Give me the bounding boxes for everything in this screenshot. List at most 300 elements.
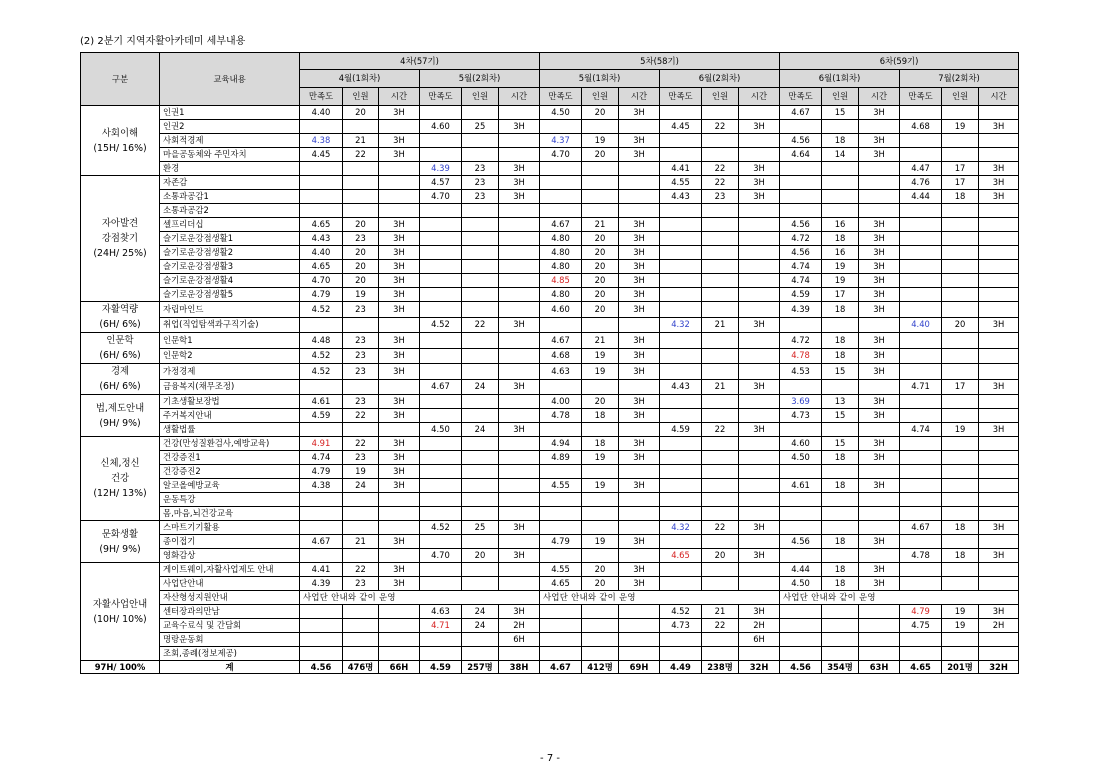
table-row bbox=[81, 204, 1019, 218]
value-cell bbox=[822, 162, 859, 176]
value-cell bbox=[540, 379, 582, 395]
value-cell bbox=[499, 577, 540, 591]
header-people: 인원 bbox=[822, 88, 859, 106]
value-cell: 22 bbox=[343, 563, 379, 577]
value-cell: 15 bbox=[822, 106, 859, 120]
value-cell: 3H bbox=[979, 549, 1019, 563]
value-cell bbox=[942, 409, 979, 423]
value-cell bbox=[300, 507, 343, 521]
value-cell: 3H bbox=[859, 148, 900, 162]
value-cell: 19 bbox=[822, 260, 859, 274]
value-cell: 3H bbox=[379, 246, 420, 260]
header-people: 인원 bbox=[582, 88, 619, 106]
value-cell bbox=[900, 106, 942, 120]
category-cell: 자활역량 (6H/ 6%) bbox=[81, 302, 160, 333]
content-cell: 인문학1 bbox=[160, 333, 300, 349]
value-cell bbox=[462, 535, 499, 549]
value-cell bbox=[979, 274, 1019, 288]
value-cell bbox=[582, 549, 619, 563]
value-cell: 3H bbox=[979, 521, 1019, 535]
value-cell bbox=[499, 409, 540, 423]
value-cell bbox=[379, 120, 420, 134]
value-cell bbox=[900, 246, 942, 260]
value-cell bbox=[619, 493, 660, 507]
value-cell: 17 bbox=[822, 288, 859, 302]
content-cell: 슬기로운강점생활3 bbox=[160, 260, 300, 274]
value-cell bbox=[343, 379, 379, 395]
value-cell bbox=[979, 479, 1019, 493]
value-cell bbox=[462, 333, 499, 349]
value-cell: 3H bbox=[619, 577, 660, 591]
value-cell bbox=[499, 535, 540, 549]
value-cell bbox=[420, 563, 462, 577]
value-cell bbox=[462, 260, 499, 274]
value-cell bbox=[660, 493, 702, 507]
value-cell: 20 bbox=[343, 274, 379, 288]
total-value-cell: 201명 bbox=[942, 661, 979, 674]
value-cell bbox=[499, 563, 540, 577]
value-cell: 19 bbox=[343, 288, 379, 302]
value-cell bbox=[660, 451, 702, 465]
total-value-cell: 66H bbox=[379, 661, 420, 674]
value-cell bbox=[942, 246, 979, 260]
value-cell bbox=[462, 302, 499, 318]
value-cell: 21 bbox=[702, 317, 739, 333]
value-cell: 3H bbox=[379, 302, 420, 318]
value-cell: 4.56 bbox=[780, 535, 822, 549]
value-cell: 4.75 bbox=[900, 619, 942, 633]
content-cell: 소통과공감1 bbox=[160, 190, 300, 204]
value-cell bbox=[739, 409, 780, 423]
value-cell bbox=[942, 451, 979, 465]
value-cell bbox=[499, 288, 540, 302]
value-cell bbox=[462, 218, 499, 232]
value-cell bbox=[780, 521, 822, 535]
content-cell: 슬기로운강점생활2 bbox=[160, 246, 300, 260]
table-row bbox=[81, 288, 1019, 302]
value-cell bbox=[499, 395, 540, 409]
value-cell bbox=[462, 437, 499, 451]
value-cell: 3H bbox=[739, 176, 780, 190]
value-cell bbox=[582, 190, 619, 204]
value-cell bbox=[499, 260, 540, 274]
value-cell: 3H bbox=[379, 479, 420, 493]
header-people: 인원 bbox=[942, 88, 979, 106]
value-cell bbox=[859, 647, 900, 661]
value-cell bbox=[619, 162, 660, 176]
value-cell: 20 bbox=[343, 106, 379, 120]
value-cell bbox=[462, 493, 499, 507]
header-category: 구분 bbox=[81, 53, 160, 106]
total-value-cell: 38H bbox=[499, 661, 540, 674]
value-cell bbox=[379, 317, 420, 333]
table-row bbox=[81, 218, 1019, 232]
value-cell bbox=[420, 364, 462, 380]
value-cell bbox=[582, 176, 619, 190]
value-cell bbox=[499, 333, 540, 349]
value-cell: 4.41 bbox=[660, 162, 702, 176]
value-cell bbox=[859, 379, 900, 395]
header-people: 인원 bbox=[702, 88, 739, 106]
value-cell bbox=[979, 106, 1019, 120]
value-cell bbox=[660, 465, 702, 479]
value-cell: 4.56 bbox=[780, 218, 822, 232]
value-cell bbox=[300, 521, 343, 535]
value-cell: 4.60 bbox=[420, 120, 462, 134]
value-cell: 3H bbox=[859, 246, 900, 260]
value-cell bbox=[420, 479, 462, 493]
value-cell: 19 bbox=[582, 535, 619, 549]
value-cell bbox=[343, 120, 379, 134]
value-cell bbox=[979, 647, 1019, 661]
total-value-cell: 4.56 bbox=[780, 661, 822, 674]
value-cell: 23 bbox=[343, 451, 379, 465]
value-cell: 21 bbox=[702, 379, 739, 395]
content-cell: 게이트웨이,자활사업제도 안내 bbox=[160, 563, 300, 577]
value-cell bbox=[499, 134, 540, 148]
value-cell bbox=[499, 451, 540, 465]
value-cell: 18 bbox=[822, 479, 859, 493]
value-cell: 22 bbox=[462, 317, 499, 333]
value-cell: 24 bbox=[343, 479, 379, 493]
value-cell: 2H bbox=[499, 619, 540, 633]
value-cell bbox=[739, 246, 780, 260]
value-cell bbox=[702, 288, 739, 302]
value-cell: 3H bbox=[979, 605, 1019, 619]
value-cell: 4.40 bbox=[900, 317, 942, 333]
value-cell: 19 bbox=[942, 605, 979, 619]
value-cell bbox=[979, 577, 1019, 591]
value-cell: 3H bbox=[379, 274, 420, 288]
value-cell bbox=[780, 549, 822, 563]
category-cell: 신체,정신 건강 (12H/ 13%) bbox=[81, 437, 160, 521]
value-cell: 3H bbox=[619, 134, 660, 148]
value-cell: 4.39 bbox=[300, 577, 343, 591]
value-cell bbox=[540, 423, 582, 437]
value-cell: 3H bbox=[619, 302, 660, 318]
value-cell bbox=[300, 647, 343, 661]
total-value-cell: 476명 bbox=[343, 661, 379, 674]
value-cell: 4.32 bbox=[660, 521, 702, 535]
category-cell: 법,제도안내 (9H/ 9%) bbox=[81, 395, 160, 437]
value-cell bbox=[300, 423, 343, 437]
value-cell bbox=[619, 605, 660, 619]
value-cell bbox=[499, 493, 540, 507]
value-cell bbox=[822, 120, 859, 134]
value-cell: 3H bbox=[379, 218, 420, 232]
value-cell: 3H bbox=[379, 563, 420, 577]
header-satisfaction: 만족도 bbox=[660, 88, 702, 106]
value-cell bbox=[942, 493, 979, 507]
value-cell: 4.52 bbox=[300, 302, 343, 318]
value-cell: 4.80 bbox=[540, 246, 582, 260]
value-cell: 4.67 bbox=[900, 521, 942, 535]
value-cell: 4.44 bbox=[900, 190, 942, 204]
value-cell bbox=[979, 148, 1019, 162]
value-cell: 23 bbox=[343, 232, 379, 246]
value-cell bbox=[739, 134, 780, 148]
value-cell: 4.78 bbox=[900, 549, 942, 563]
table-row bbox=[81, 134, 1019, 148]
value-cell bbox=[702, 246, 739, 260]
value-cell bbox=[900, 577, 942, 591]
value-cell: 4.50 bbox=[780, 577, 822, 591]
header-hours: 시간 bbox=[379, 88, 420, 106]
value-cell bbox=[420, 535, 462, 549]
value-cell bbox=[780, 120, 822, 134]
table-row bbox=[81, 162, 1019, 176]
value-cell: 4.59 bbox=[300, 409, 343, 423]
value-cell bbox=[702, 633, 739, 647]
value-cell: 2H bbox=[739, 619, 780, 633]
value-cell bbox=[582, 423, 619, 437]
value-cell bbox=[499, 437, 540, 451]
value-cell bbox=[780, 633, 822, 647]
value-cell bbox=[420, 302, 462, 318]
value-cell bbox=[660, 204, 702, 218]
value-cell: 3H bbox=[979, 317, 1019, 333]
value-cell bbox=[462, 647, 499, 661]
value-cell: 20 bbox=[582, 246, 619, 260]
value-cell bbox=[702, 218, 739, 232]
value-cell: 3H bbox=[619, 218, 660, 232]
value-cell: 20 bbox=[582, 106, 619, 120]
value-cell: 3H bbox=[859, 437, 900, 451]
header-hours: 시간 bbox=[499, 88, 540, 106]
value-cell: 14 bbox=[822, 148, 859, 162]
value-cell: 4.73 bbox=[660, 619, 702, 633]
content-cell: 취업(직업탐색과구직기술) bbox=[160, 317, 300, 333]
value-cell: 4.59 bbox=[780, 288, 822, 302]
value-cell: 4.73 bbox=[780, 409, 822, 423]
content-cell: 조회,종례(정보제공) bbox=[160, 647, 300, 661]
value-cell bbox=[979, 465, 1019, 479]
value-cell bbox=[660, 134, 702, 148]
value-cell: 3H bbox=[859, 333, 900, 349]
content-cell: 영화감상 bbox=[160, 549, 300, 563]
content-cell: 종이접기 bbox=[160, 535, 300, 549]
value-cell: 4.67 bbox=[780, 106, 822, 120]
value-cell: 4.70 bbox=[300, 274, 343, 288]
value-cell bbox=[739, 302, 780, 318]
value-cell: 4.78 bbox=[540, 409, 582, 423]
value-cell bbox=[702, 563, 739, 577]
value-cell: 19 bbox=[942, 423, 979, 437]
value-cell bbox=[660, 333, 702, 349]
value-cell: 4.79 bbox=[540, 535, 582, 549]
value-cell bbox=[462, 274, 499, 288]
value-cell bbox=[900, 507, 942, 521]
header-month: 5월(2회차) bbox=[420, 70, 540, 88]
content-cell: 환경 bbox=[160, 162, 300, 176]
value-cell: 3H bbox=[379, 395, 420, 409]
value-cell: 4.67 bbox=[300, 535, 343, 549]
value-cell bbox=[900, 288, 942, 302]
value-cell: 4.38 bbox=[300, 479, 343, 493]
value-cell bbox=[619, 190, 660, 204]
value-cell bbox=[343, 423, 379, 437]
table-row bbox=[81, 176, 1019, 190]
value-cell bbox=[379, 423, 420, 437]
value-cell bbox=[343, 521, 379, 535]
value-cell bbox=[379, 190, 420, 204]
value-cell bbox=[462, 232, 499, 246]
value-cell bbox=[660, 302, 702, 318]
value-cell bbox=[780, 423, 822, 437]
value-cell bbox=[702, 577, 739, 591]
content-cell: 몸,마음,뇌건강교육 bbox=[160, 507, 300, 521]
header-hours: 시간 bbox=[619, 88, 660, 106]
value-cell: 18 bbox=[822, 302, 859, 318]
value-cell bbox=[462, 507, 499, 521]
value-cell: 3H bbox=[859, 218, 900, 232]
value-cell: 4.65 bbox=[300, 218, 343, 232]
value-cell bbox=[702, 333, 739, 349]
value-cell bbox=[499, 302, 540, 318]
value-cell bbox=[702, 479, 739, 493]
content-cell: 슬기로운강점생활4 bbox=[160, 274, 300, 288]
header-people: 인원 bbox=[343, 88, 379, 106]
value-cell: 23 bbox=[343, 577, 379, 591]
value-cell: 4.52 bbox=[420, 317, 462, 333]
value-cell bbox=[343, 317, 379, 333]
value-cell bbox=[942, 134, 979, 148]
value-cell: 4.50 bbox=[540, 106, 582, 120]
value-cell bbox=[702, 364, 739, 380]
value-cell bbox=[619, 521, 660, 535]
value-cell bbox=[660, 148, 702, 162]
content-cell: 건강증진1 bbox=[160, 451, 300, 465]
value-cell bbox=[739, 647, 780, 661]
table-row bbox=[81, 563, 1019, 577]
value-cell: 4.68 bbox=[900, 120, 942, 134]
value-cell: 4.48 bbox=[300, 333, 343, 349]
value-cell bbox=[582, 521, 619, 535]
header-round-4: 4차(57기) bbox=[300, 53, 540, 70]
value-cell: 3H bbox=[379, 106, 420, 120]
total-value-cell: 63H bbox=[859, 661, 900, 674]
value-cell bbox=[619, 379, 660, 395]
value-cell: 3H bbox=[499, 317, 540, 333]
value-cell: 19 bbox=[343, 465, 379, 479]
value-cell bbox=[300, 605, 343, 619]
value-cell bbox=[660, 274, 702, 288]
value-cell bbox=[540, 317, 582, 333]
value-cell bbox=[900, 148, 942, 162]
value-cell bbox=[900, 395, 942, 409]
value-cell: 4.45 bbox=[660, 120, 702, 134]
value-cell bbox=[499, 274, 540, 288]
value-cell bbox=[540, 605, 582, 619]
content-cell: 기초생활보장법 bbox=[160, 395, 300, 409]
value-cell bbox=[540, 493, 582, 507]
value-cell bbox=[979, 451, 1019, 465]
value-cell bbox=[540, 190, 582, 204]
value-cell bbox=[343, 176, 379, 190]
value-cell: 3H bbox=[379, 364, 420, 380]
value-cell bbox=[462, 479, 499, 493]
value-cell bbox=[739, 260, 780, 274]
content-cell: 가정경제 bbox=[160, 364, 300, 380]
content-cell: 소통과공감2 bbox=[160, 204, 300, 218]
value-cell bbox=[420, 260, 462, 274]
value-cell bbox=[859, 190, 900, 204]
value-cell bbox=[822, 379, 859, 395]
value-cell bbox=[739, 274, 780, 288]
value-cell bbox=[343, 647, 379, 661]
table-row bbox=[81, 260, 1019, 274]
value-cell: 4.74 bbox=[780, 260, 822, 274]
value-cell bbox=[702, 106, 739, 120]
academy-detail-table bbox=[80, 52, 1019, 674]
value-cell bbox=[420, 274, 462, 288]
value-cell bbox=[739, 563, 780, 577]
value-cell bbox=[900, 535, 942, 549]
value-cell bbox=[739, 493, 780, 507]
value-cell bbox=[979, 364, 1019, 380]
value-cell bbox=[582, 507, 619, 521]
value-cell bbox=[660, 348, 702, 364]
category-cell: 자아발견 강점찾기 (24H/ 25%) bbox=[81, 176, 160, 302]
value-cell bbox=[979, 437, 1019, 451]
value-cell bbox=[979, 563, 1019, 577]
value-cell: 3H bbox=[739, 605, 780, 619]
value-cell: 18 bbox=[942, 190, 979, 204]
header-satisfaction: 만족도 bbox=[420, 88, 462, 106]
value-cell: 20 bbox=[582, 232, 619, 246]
value-cell: 3H bbox=[499, 120, 540, 134]
value-cell bbox=[942, 465, 979, 479]
table-row bbox=[81, 317, 1019, 333]
value-cell: 3H bbox=[979, 379, 1019, 395]
value-cell bbox=[822, 317, 859, 333]
value-cell bbox=[619, 647, 660, 661]
value-cell bbox=[379, 647, 420, 661]
value-cell bbox=[420, 288, 462, 302]
value-cell: 3H bbox=[619, 148, 660, 162]
total-value-cell: 257명 bbox=[462, 661, 499, 674]
value-cell: 18 bbox=[942, 549, 979, 563]
value-cell: 13 bbox=[822, 395, 859, 409]
table-row bbox=[81, 364, 1019, 380]
value-cell bbox=[300, 633, 343, 647]
value-cell bbox=[900, 563, 942, 577]
value-cell bbox=[499, 465, 540, 479]
header-month: 6월(2회차) bbox=[660, 70, 780, 88]
value-cell: 4.64 bbox=[780, 148, 822, 162]
value-cell bbox=[942, 395, 979, 409]
value-cell bbox=[582, 120, 619, 134]
value-cell bbox=[702, 437, 739, 451]
value-cell: 3H bbox=[619, 246, 660, 260]
value-cell bbox=[739, 348, 780, 364]
value-cell bbox=[499, 246, 540, 260]
value-cell bbox=[822, 423, 859, 437]
value-cell: 3H bbox=[499, 549, 540, 563]
value-cell bbox=[462, 633, 499, 647]
table-row bbox=[81, 409, 1019, 423]
value-cell bbox=[540, 162, 582, 176]
table-row bbox=[81, 246, 1019, 260]
value-cell bbox=[300, 619, 343, 633]
value-cell: 23 bbox=[702, 190, 739, 204]
value-cell bbox=[462, 409, 499, 423]
value-cell bbox=[859, 465, 900, 479]
value-cell bbox=[343, 549, 379, 563]
table-row bbox=[81, 493, 1019, 507]
value-cell: 18 bbox=[822, 232, 859, 246]
value-cell bbox=[702, 409, 739, 423]
